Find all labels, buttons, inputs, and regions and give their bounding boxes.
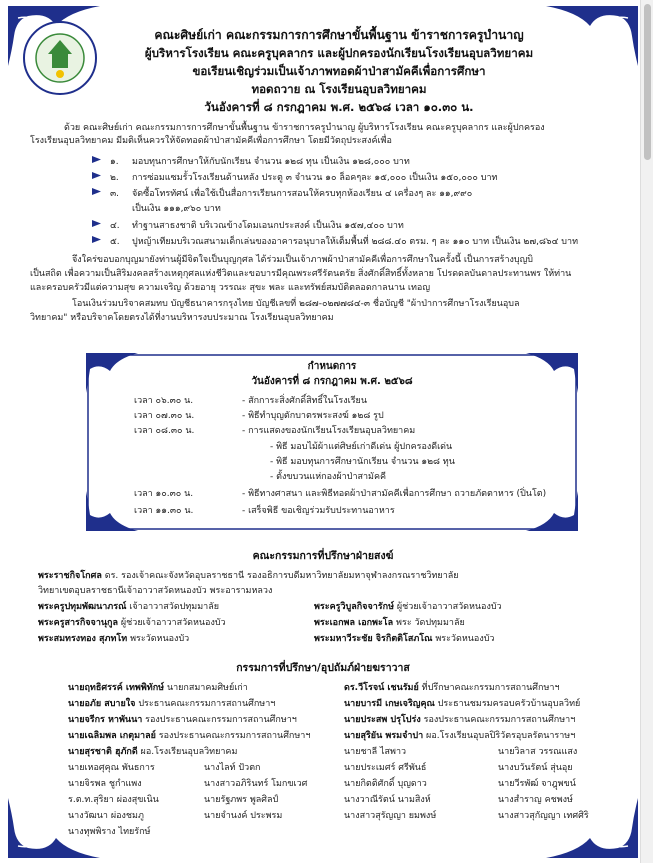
lay-member: นายชาลี ไสพาว [344, 747, 407, 757]
header-line-2: ผู้บริหารโรงเรียน คณะครูบุคลากร และผู้ปกครองนักเรียนโรงเรียนอุบลวิทยาคม [144, 46, 534, 60]
objective-item: ๔. ทำฐานสาธงชาติ บริเวณข้างโดมเอนกประสงค์ เป็นเงิน ๑๕๗,๔๐๐ บาท [110, 218, 404, 232]
corner-ornament-bottom-right [546, 798, 638, 858]
lay-member: นางวัฒนา ผ่องชมภู [68, 811, 144, 821]
scrollbar-thumb[interactable] [644, 4, 651, 160]
objective-item: ๓. จัดซื้อโทรทัศน์ เพื่อใช้เป็นสื่อการเรียนการสอนให้ครบทุกห้องเรียน ๔ เครื่องๆ ละ ๑๑,๙๙๐ [110, 186, 472, 200]
monk-member: พระสมทรงทอง สุภทโท พระวัดหนองบัว [38, 634, 190, 644]
arrow-bullet-icon [92, 220, 101, 227]
lay-member: นายรัฐภพร พูลศิลป์ [204, 795, 279, 805]
header-date: วันอังคารที่ ๘ กรกฎาคม พ.ศ. ๒๕๖๘ เวลา ๑๐.๓๐ น. [204, 100, 474, 114]
objective-item: ๑. มอบทุนการศึกษาให้กับนักเรียน จำนวน ๑๒๘ ทุน เป็นเงิน ๑๒๘,๐๐๐ บาท [110, 154, 410, 168]
lay-member: นายเหอศุคุณ พันธการ [68, 763, 155, 773]
lay-member: นายวิลาส วรรณแสง [498, 747, 578, 757]
lay-member: นายประเมศร์ ศรีพันธ์ [344, 763, 427, 773]
header-line-1: คณะศิษย์เก่า คณะกรรมการการศึกษาขั้นพื้นฐาน ข้าราชการครูบำนาญ [154, 28, 524, 42]
arrow-bullet-icon [92, 236, 101, 243]
monk-member: พระครูสารกิจจานุกูล ผู้ช่วยเจ้าอาวาสวัดหนองบัว [38, 618, 226, 628]
donation-line-2: วิทยาคม" หรือบริจาคโดยตรงได้ที่งานบริหารงบประมาณ โรงเรียนอุบลวิทยาคม [30, 313, 334, 323]
header-line-4: ทอดถวาย ณ โรงเรียนอุบลวิทยาคม [251, 82, 427, 96]
lay-member: นางสาวสุรัญญา ยมพงษ์ [344, 811, 437, 821]
lay-member: นายฤทธิศรรค์ เทพพิทักษ์ นายกสมาคมศิษย์เก่า [68, 683, 248, 693]
header-line-3: ขอเรียนเชิญร่วมเป็นเจ้าภาพทอดผ้าป่าสามัคคีเพื่อการศึกษา [192, 64, 486, 78]
lay-member: นางไลท์ ปัวตก [204, 763, 261, 773]
vertical-scrollbar[interactable] [640, 0, 653, 863]
lay-committee-title: กรรมการที่ปรึกษา/อุปถัมภ์ฝ่ายฆราวาส [236, 662, 410, 674]
lay-member: นายกิตติศักดิ์ บุญดาว [344, 779, 427, 789]
monk-member: พระครูปทุมพัฒนาภรณ์ เจ้าอาวาสวัดปทุมมาลัย [38, 602, 220, 612]
lay-member: ร.ต.ท.สุริยา ผ่องสุขเนิน [68, 795, 159, 805]
intro-line-1: ด้วย คณะศิษย์เก่า คณะกรรมการการศึกษาขั้นพื้นฐาน ข้าราชการครูบำนาญ ผู้บริหารโรงเรียน คณะครูบุคลากร และผู้ปกครอง [64, 123, 545, 133]
lay-member: นางสาวอภิรินทร์ โมกขเวศ [204, 779, 308, 789]
schedule-box: กำหนดการ วันอังคารที่ ๘ กรกฎาคม พ.ศ. ๒๕๖๘ เวลา ๐๖.๓๐ น. - สักการะสิ่งศักดิ์สิทธิ์ในโรงเรียน เวลา ๐๗.๓๐ น. - พิธีทำบุญตักบาตรพระสงฆ์ ๑๒๘ รูป เวลา ๐๘.๓๐ น. - การแสดงของนักเรียนโรงเรียนอุบลวิทยาคม - พิธี มอบไม้ผ้าแต่ศิษย์เก่าดีเด่น ผู้ปกครองดีเด่น - พิธี มอบทุนการศึกษานักเรียน จำนวน ๑๒๘ ทุน - ตั้งขบวนแห่กองผ้าป่าสามัคคี เวลา ๑๐.๓๐ น. - พิธีทางศาสนา และพิธีทอดผ้าป่าสามัคคีเพื่อการศึกษา ถวายภัตตาหาร (ปิ่นโต) เวลา ๑๑.๓๐ น. - เสร็จพิธี ขอเชิญร่วมรับประทานอาหาร [86, 353, 578, 531]
lay-member: ดร.วีโรจน์ เชนรัมย์ ที่ปรึกษาคณะกรรมการสถานศึกษาฯ [344, 683, 560, 693]
lay-member: นายจำนงค์ ประพรม [204, 811, 283, 821]
objective-item: ๒. การซ่อมแซมรั้วโรงเรียนด้านหลัง ประตู ๓ จำนวน ๑๐ ล็อคๆละ ๑๕,๐๐๐ เป็นเงิน ๑๕๐,๐๐๐ บาท [110, 170, 497, 184]
objective-item-continued: เป็นเงิน ๑๑๑,๙๖๐ บาท [132, 204, 221, 214]
lay-member: นายจิรพล ชูกำแพง [68, 779, 142, 789]
lay-member: นางสาวสุกัญญา เทศศิริ [498, 811, 589, 821]
monk-committee-lead: พระราชกิจโกศล ดร. รองเจ้าคณะจังหวัดอุบลราชธานี รองอธิการบดีมหาวิทยาลัยมหาจุฬาลงกรณราชวิทยาลัย [38, 571, 459, 581]
arrow-bullet-icon [92, 156, 101, 163]
lay-member: นางวาณีรัตน์ นามสิงห์ [344, 795, 431, 805]
objective-item: ๕. ปูหญ้าเทียมบริเวณสนามเด็กเล่นของอาคารอนุบาลให้เต็มพื้นที่ ๒๘๘.๔๐ ตรม. ๆ ละ ๑๑๐ บาท เป็นเงิน ๒๗,๘๖๔ บาท [110, 234, 578, 248]
lay-member: นายบารมี เกษเจริญคุณ ประธานชมรมครอบครัวบ้านอุบลวิทย์ [344, 699, 581, 709]
invite-line-3: และครอบครัวมีแต่ความสุข ความเจริญ ด้วยอายุ วรรณะ สุขะ พละ และทรัพย์สมบัติตลอดกาลนาน เทอญ [30, 283, 430, 293]
lay-member: นางทุพพิราง ไทยรักษ์ [68, 827, 151, 837]
lay-member: นายจรีกร หาพันนา รองประธานคณะกรรมการสถานศึกษาฯ [68, 715, 297, 725]
invite-line-2: เป็นสถิต เพื่อความเป็นสิริมงคลสร้างเหตุกุศลแห่งชีวิตและขอบารมีคุณพระศรีรัตนตรัย สิ่งศักดิ์สิทธิ์ทั้งหลาย โปรดดลบันดาลประทานพร ให้ท่าน [30, 269, 572, 279]
schedule-date: วันอังคารที่ ๘ กรกฎาคม พ.ศ. ๒๕๖๘ [251, 376, 413, 387]
arrow-bullet-icon [92, 172, 101, 179]
lay-member: นายอภัย สบายใจ ประธานคณะกรรมการสถานศึกษาฯ [68, 699, 276, 709]
lay-member: นายสุริยัน พรมจำปา ผอ.โรงเรียนอุบลปิริวัตรอุบลรัตนาราษฯ [344, 731, 576, 741]
schedule-title: กำหนดการ [307, 361, 357, 372]
school-logo [22, 20, 98, 96]
invite-line-1: จึงใคร่ขอบอกบุญมายังท่านผู้มีจิตใจเป็นบุญกุศล ได้ร่วมเป็นเจ้าภาพผ้าป่าสามัคคีเพื่อการศึกษาในครั้งนี้ เป็นการสร้างบุญบิ [72, 255, 533, 265]
monk-committee-lead-cont: วิทยาเขตอุบลราชธานีเจ้าอาวาสวัดหนองบัว พระอารามหลวง [38, 586, 273, 596]
lay-member-principal: นายสุรชาติ ฮุภักดี ผอ.โรงเรียนอุบลวิทยาคม [68, 747, 238, 757]
lay-member: นายวีรพัฒ์ จาฎุพขน์ [498, 779, 576, 789]
monk-committee-title: คณะกรรมการที่ปรึกษาฝ่ายสงฆ์ [252, 550, 394, 562]
donation-line-1: โอนเงินร่วมบริจาคสมทบ บัญชีธนาคารกรุงไทย บัญชีเลขที่ ๒๘๗-๐๒๗๗๘๔-๓ ชื่อบัญชี "ผ้าป่าการศึกษาโรงเรียนอุบล [72, 299, 520, 309]
arrow-bullet-icon [92, 188, 101, 195]
monk-member: พระครูวิบูลกิจจารักษ์ ผู้ช่วยเจ้าอาวาสวัดหนองบัว [314, 602, 502, 612]
lay-member: นายเฉลิมพล เกตุมาลย์ รองประธานคณะกรรมการสถานศึกษาฯ [68, 731, 311, 741]
monk-member: พระเอกพล เอกพะโล พระ วัดปทุมมาลัย [314, 618, 465, 628]
intro-line-2: โรงเรียนอุบลวิทยาคม มีมติเห็นควรให้จัดทอดผ้าป่าสามัคคีเพื่อการศึกษา โดยมีวัตถุประสงค์เพื่อ [30, 136, 392, 146]
invitation-document [8, 6, 638, 858]
lay-member: นางสำราญ คชพงษ์ [498, 795, 573, 805]
lay-member: นายประสพ ปรุโปร่ง รองประธานคณะกรรมการสถานศึกษาฯ [344, 715, 576, 725]
lay-member: นางบวันรัตน์ สุ่นอุย [498, 763, 573, 773]
monk-member: พระมหาวีระชัย จิรกิตติโสภโณ พระวัดหนองบัว [314, 634, 495, 644]
